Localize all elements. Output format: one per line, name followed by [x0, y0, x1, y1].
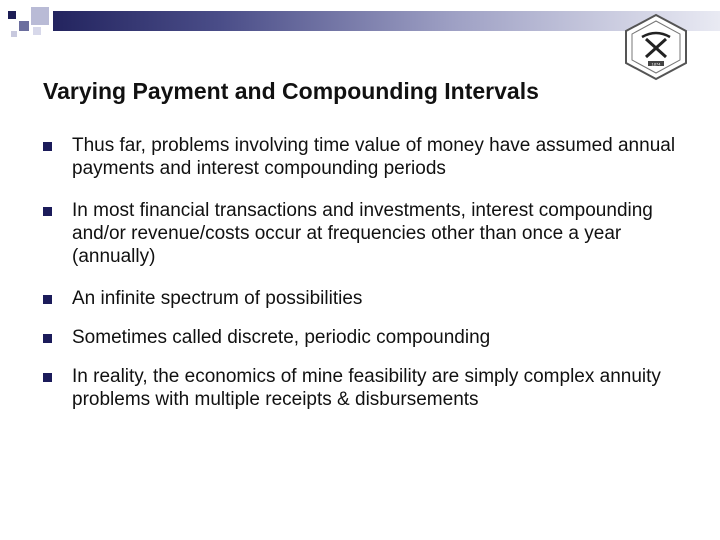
bullet-item: [43, 287, 683, 310]
decorative-square: [31, 7, 49, 25]
decorative-square: [8, 11, 16, 19]
bullet-item: [43, 326, 683, 349]
bullet-text: Sometimes called discrete, periodic compounding: [72, 327, 491, 348]
decorative-square: [11, 31, 17, 37]
square-bullet-icon: [43, 373, 52, 382]
square-bullet-icon: [43, 295, 52, 304]
bullet-text: In most financial transactions and investments, interest compounding and/or revenue/costs occur at frequencies other than once a year (annually): [72, 200, 653, 267]
seal-year: 1874: [651, 61, 661, 67]
header-band: [53, 11, 720, 31]
square-bullet-icon: [43, 334, 52, 343]
decorative-square: [33, 27, 41, 35]
bullet-item: [43, 365, 683, 411]
decorative-square: [19, 21, 29, 31]
bullet-list: [43, 134, 683, 430]
bullet-text: In reality, the economics of mine feasibility are simply complex annuity problems with multiple receipts & disbursements: [72, 366, 661, 410]
bullet-item: [43, 134, 683, 180]
bullet-item: [43, 199, 683, 268]
square-bullet-icon: [43, 207, 52, 216]
square-bullet-icon: [43, 142, 52, 151]
school-seal-icon: [622, 13, 690, 81]
bullet-text: An infinite spectrum of possibilities: [72, 288, 363, 309]
slide-title: Varying Payment and Compounding Intervals: [43, 78, 539, 104]
bullet-text: Thus far, problems involving time value of money have assumed annual payments and interest compounding periods: [72, 135, 676, 179]
